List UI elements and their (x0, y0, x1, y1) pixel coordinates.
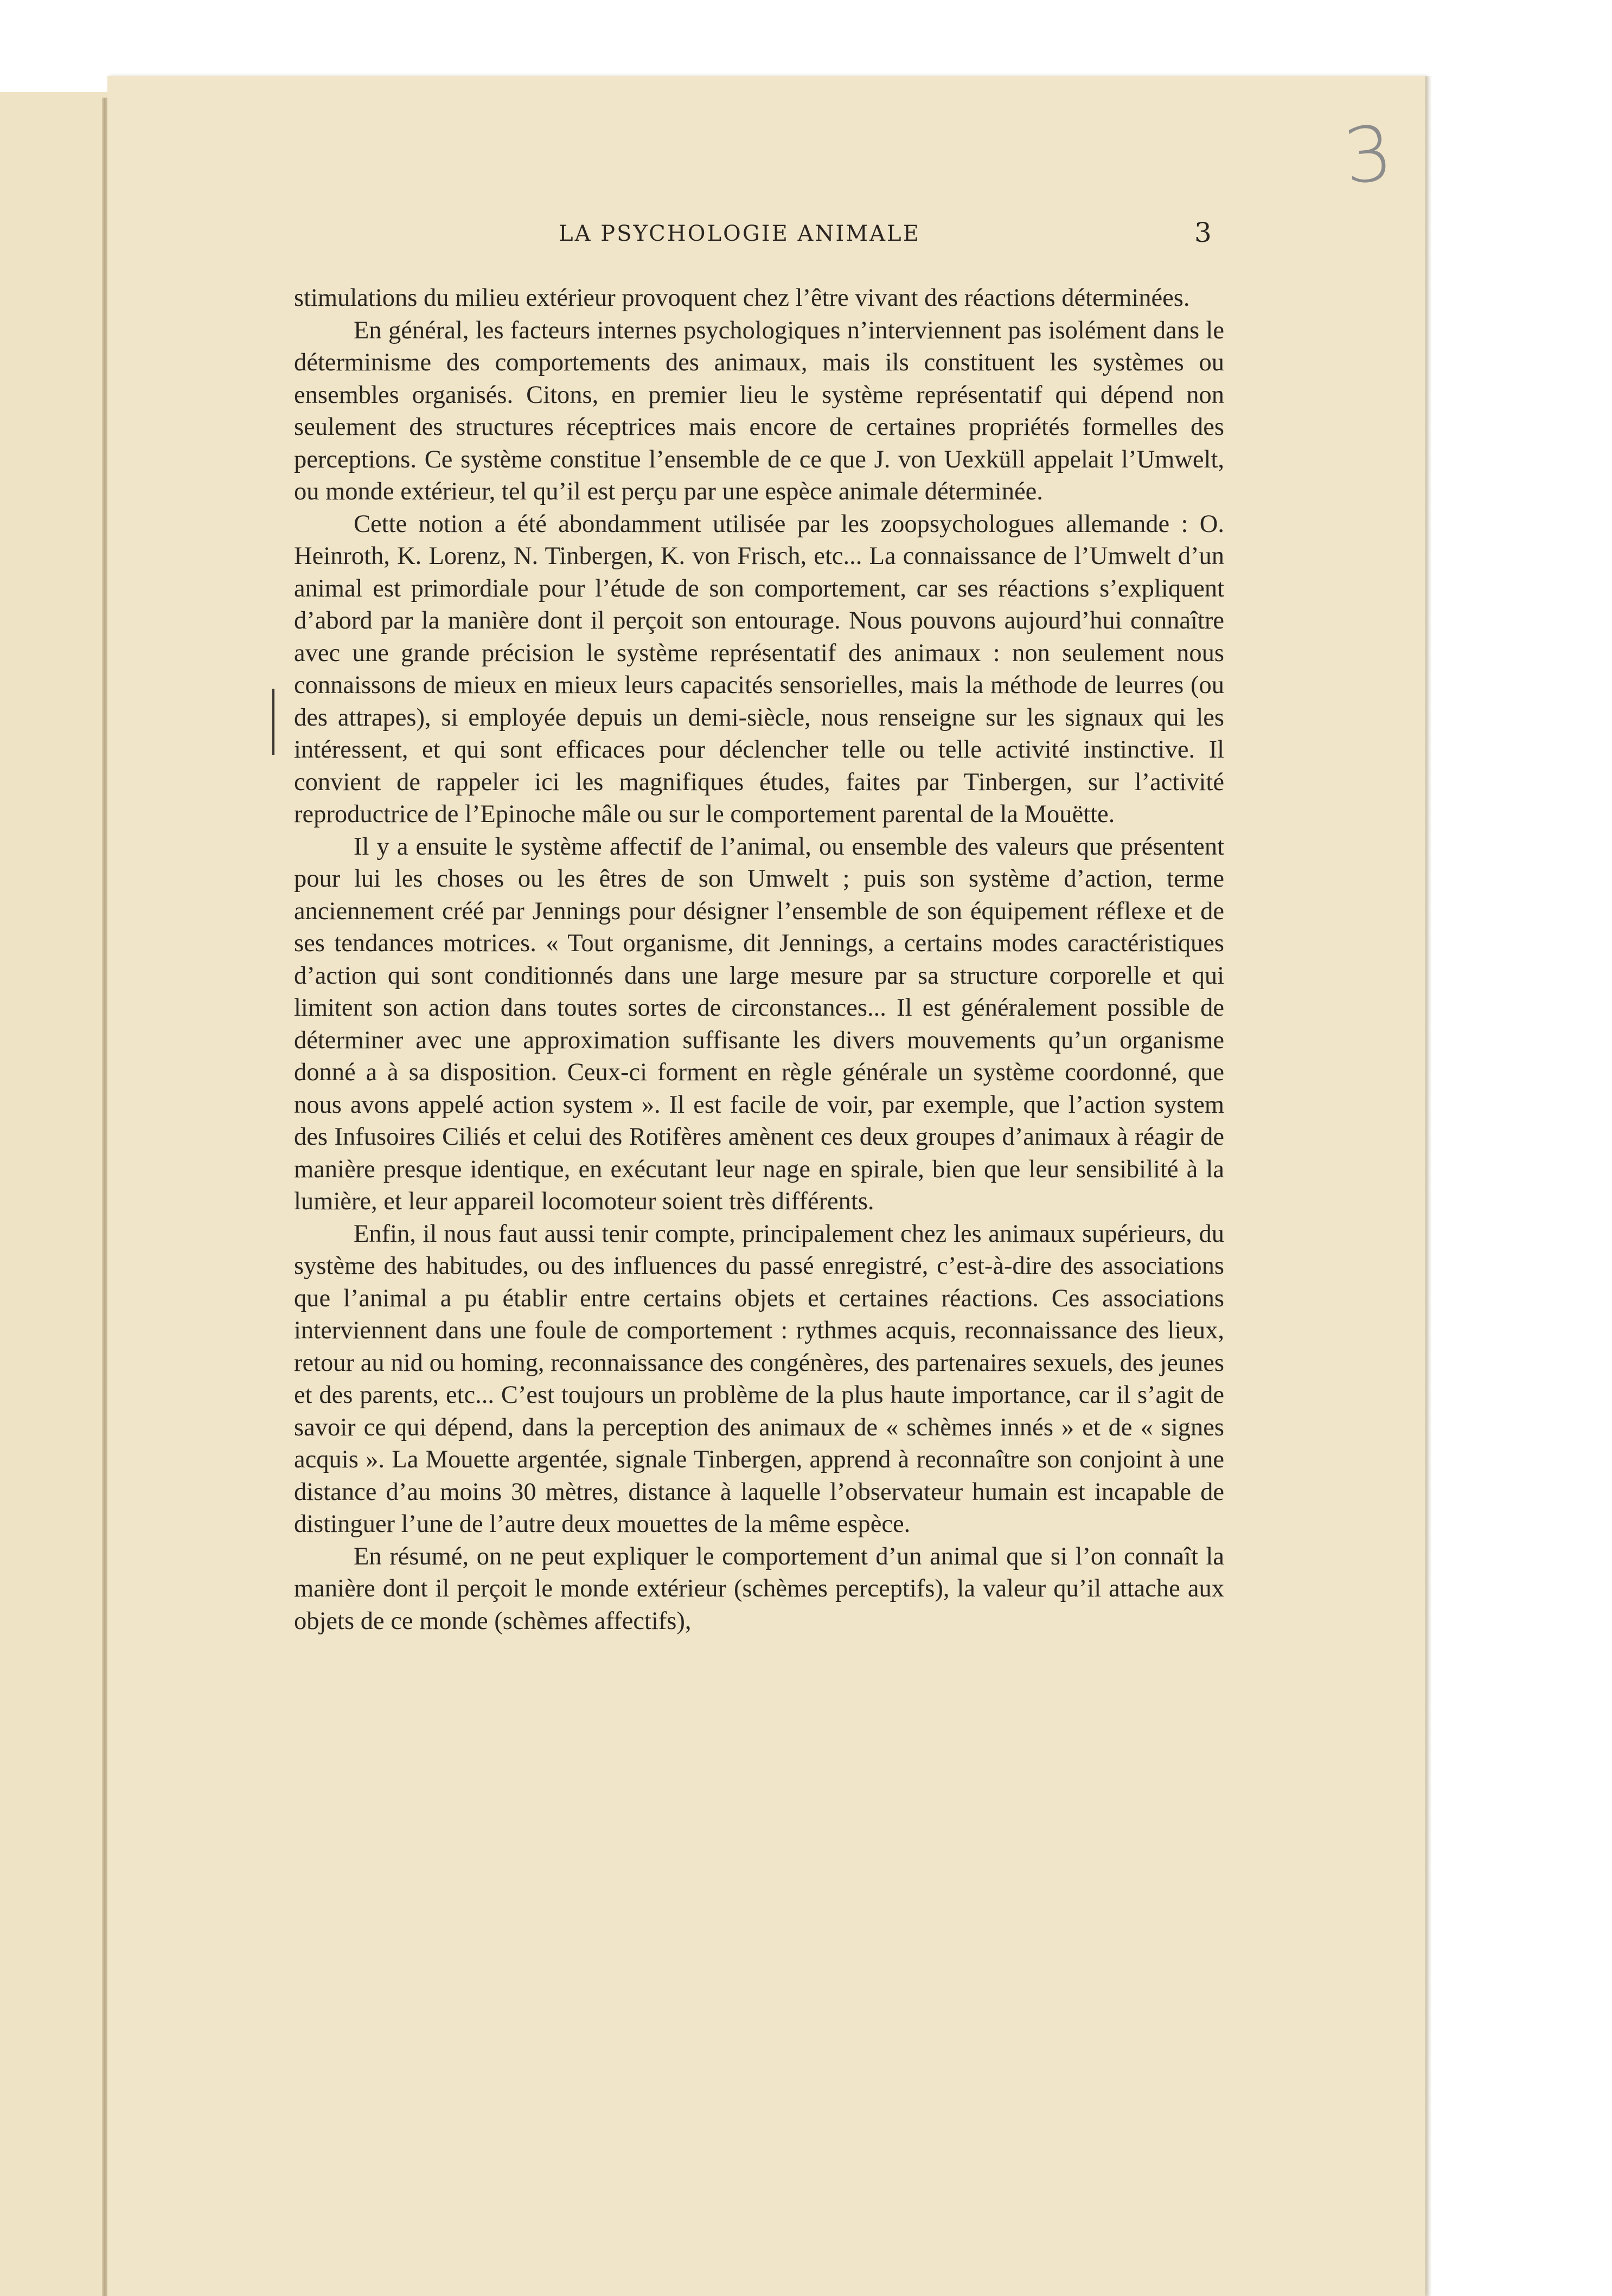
paragraph-3: Cette notion a été abondamment utilisée par les zoopsychologues allemande : O. Heinroth, K. Lorenz, N. Tinbergen, K. von Frisch, etc... La connaissance de l’Umwelt d’un animal est primordiale pour l’étude de son comportement, car ses réactions s’expliquent d’abord par la manière dont il perçoit son entourage. Nous pouvons aujourd’hui connaître avec une grande précision le système représentatif des animaux : non seulement nous connaissons de mieux en mieux leurs capacités sensorielles, mais la méthode de leurres (ou des attrapes), si employée depuis un demi-siècle, nous renseigne sur les signaux qui les intéressent, et qui sont efficaces pour déclencher telle ou telle activité instinctive. Il convient de rappeler ici les magnifiques études, faites par Tinbergen, sur l’activité reproductrice de l’Epinoche mâle ou sur le comportement parental de la Mouëtte. (294, 510, 1224, 828)
paragraph-4: Il y a ensuite le système affectif de l’animal, ou ensemble des valeurs que présentent pour lui les choses ou les êtres de son Umwelt ; puis son système d’action, terme anciennement créé par Jennings pour désigner l’ensemble de son équipement réflexe et de ses tendances motrices. « Tout organisme, dit Jennings, a certains modes caractéristiques d’action qui sont conditionnés dans une large mesure par sa structure corporelle et qui limitent son action dans toutes sortes de circonstances... Il est généralement possible de déterminer avec une approximation suffisante les divers mouvements qu’un organisme donné a à sa disposition. Ceux-ci forment en règle générale un système coordonné, que nous avons appelé action system ». Il est facile de voir, par exemple, que l’action system des Infusoires Ciliés et celui des Rotifères amènent ces deux groupes d’animaux à réagir de manière presque identique, en exécutant leur nage en spirale, bien que leur sensibilité à la lumière, et leur appareil locomoteur soient très différents. (294, 832, 1224, 1215)
page-number: 3 (1194, 217, 1212, 248)
book-binding (102, 98, 107, 2296)
paragraph-5: Enfin, il nous faut aussi tenir compte, principalement chez les animaux supérieurs, du système des habitudes, ou des influences du passé enregistré, c’est-à-dire des associations que l’animal a pu établir entre certains objets et certaines réactions. Ces associations interviennent dans une foule de comportement : rythmes acquis, reconnaissance des lieux, retour au nid ou homing, reconnaissance des congénères, des partenaires sexuels, des jeunes et des parents, etc... C’est toujours un problème de la plus haute importance, car il s’agit de savoir ce qui dépend, dans la perception des animaux de « schèmes innés » et de « signes acquis ». La Mouette argentée, signale Tinbergen, apprend à reconnaître son conjoint à une distance d’au moins 30 mètres, distance à laquelle l’observateur humain est incapable de distinguer l’une de l’autre deux mouettes de la même espèce. (294, 1220, 1224, 1538)
running-head: LA PSYCHOLOGIE ANIMALE (559, 221, 920, 246)
body-text (294, 282, 1224, 2202)
handwritten-folio-number: 3 (1339, 108, 1397, 202)
paragraph-2: En général, les facteurs internes psychologiques n’interviennent pas isolément dans le déterminisme des comportements des animaux, mais ils constituent les systèmes ou ensembles organisés. Citons, en premier lieu le système représentatif qui dépend non seulement des structures réceptrices mais encore de certaines propriétés formelles des perceptions. Ce système constitue l’ensemble de ce que J. von Uexküll appelait l’Umwelt, ou monde extérieur, tel qu’il est perçu par une espèce animale déterminée. (294, 316, 1224, 505)
page-edge-shadow (1425, 76, 1432, 2296)
paragraph-6: En résumé, on ne peut expliquer le comportement d’un animal que si l’on connaît la manière dont il perçoit le monde extérieur (schèmes perceptifs), la valeur qu’il attache aux objets de ce monde (schèmes affectifs), (294, 1542, 1224, 1635)
paragraph-1: stimulations du milieu extérieur provoquent chez l’être vivant des réactions déterminées. (294, 284, 1190, 312)
previous-page-edge (0, 92, 111, 2296)
margin-annotation-line (272, 689, 274, 755)
